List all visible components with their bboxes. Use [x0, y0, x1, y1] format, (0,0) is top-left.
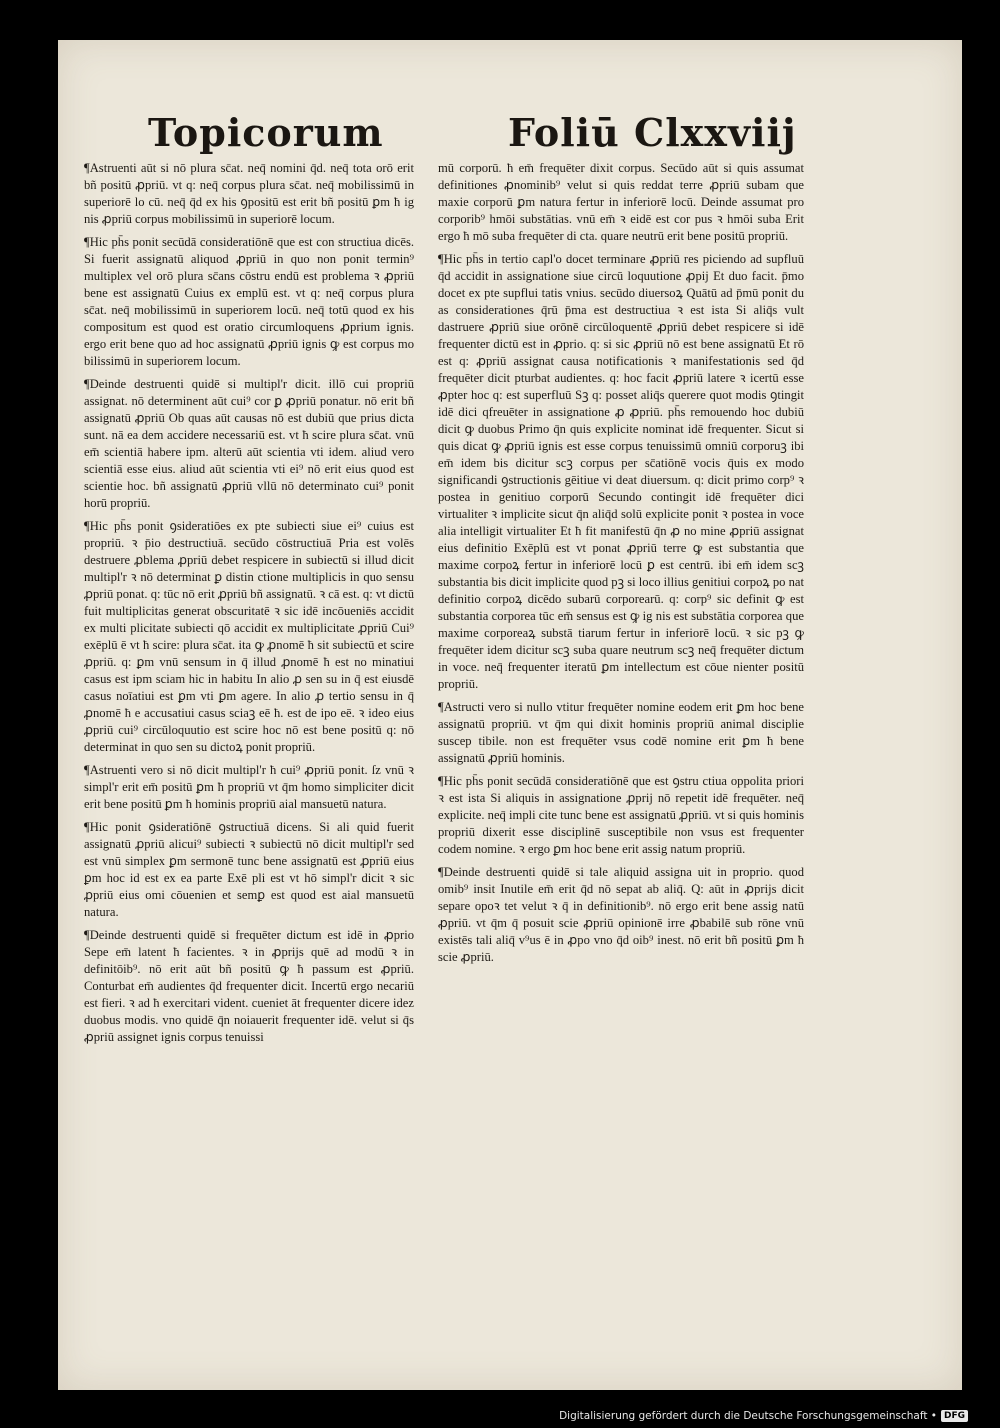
paragraph: ¶Hic ph̄s ponit secūdā consideratiōnē que est con structiua dicēs. Si fuerit assignatū aliquod ꝓpriū in quo non ponit termin⁹ multiplex vel orō plura sc̄ans cōstru endū est problema ꝛ ꝓpriū bene est assignatū Cuius ex emplū est. vt q: neq̄ corpus plura sc̄at. neq̄ mobilissimū in superiorem locū. neq̄ totū quod ex his compositum est quod est oratio circumloquens ꝓprium ignis. ergo erit bene quo ad hoc assignatū ꝓpriū ignis ꝙ est corpus mo bilissimū in superiorem locum.	[84, 235, 414, 368]
running-head-left: Topicorum	[148, 110, 384, 155]
paragraph: ¶Deinde destruenti quidē si frequēter dictum est idē in ꝓprio Sepe em̄ latent ħ facientes. ꝛ in ꝓprijs quē ad modū ꝛ in definitōib⁹. nō erit aūt bñ positū ꝙ ħ passum est ꝓpriū. Conturbat em̄ audientes q̄d frequenter dicit. Incertū ergo necariū est fieri. ꝛ ad ħ exercitari vident. cueniet āt frequenter dicere idez duobus modis. vno quidē q̄n noiauerit frequenter idē. velut si q̄s ꝓpriū assignet ignis corpus tenuissi	[84, 928, 414, 1044]
digitization-credit	[559, 1410, 968, 1422]
paragraph: ¶Hic ph̄s in tertio capl'o docet terminare ꝓpriū res piciendo ad supfluū q̄d accidit in assignatione siue circū loquutione ꝓpij Et duo facit. p̄mo docet ex pte supflui tatis vnius. secūdo diuersoꝝ Quātū ad p̄mū ponit du as considerationes q̄rū p̄ma est destructiua ꝛ est ista Si aliq̄s vult dastruere ꝓpriū siue orōnē circūloquentē ꝓpriū debet respicere si idē frequenter dictū est in ꝓprio. q: si sic ꝓpriū nō est bene assignatū Et rō est q: ꝓpriū assignat causa notificationis ꝛ manifestationis sed q̄d frequēter dicit pturbat audientes. q: hoc facit ꝓpriū latere ꝛ icertū esse ꝓpter hoc q: est superfluū Sꝫ q: posset aliq̄s querere quot modis ꝯtingit idē dici qfreuēter in assignatione ꝓ ꝓpriū. ph̄s remouendo hoc dubiū dicit ꝙ duobus Primo q̄n quis explicite nominat idē frequenter. Sicut si quis dicat ꝙ ꝓpriū ignis est esse corpus tenuissimū omniū corporuꝫ ibi em̄ idem bis dicitur scꝫ corpus per sc̄atiōnē vocis q̄uis ex modo significandi ꝯstructionis gēitiue vi deat diuersum. q: dicit primo corp⁹ ꝛ postea in genitiuo corporū Secundo contingit idē frequēter dici virtualiter ꝛ implicite sicut q̄n aliq̄d solū explicite ponit ꝛ postea in voce alia intelligit virtualiter Et ħ fit manifestū q̄n ꝓ no mine ꝓpriū assignat eius definitio Exēplū est vt ponat ꝓpriū terre ꝙ est substantia que maxime corpoꝝ fertur in inferiorē locū ꝑ est centrū. ibi em̄ idem scꝫ substantia bis dicit implicite quod pꝫ si loco illius genitiui corpoꝝ po nat definitio corpoꝝ dicēdo subarū corporearū. q: corp⁹ sic definit ꝙ est substantia corporea tūc em̄ sensus est ꝙ ig nis est substātia corporea que maxime corporeaꝝ substā tiarum fertur in inferiorē locū. ꝛ sic pꝫ ꝙ frequēter idem dicitur scꝫ suba quare neutrum scꝫ neq̄ frequēter dictum in voce. neq̄ frequenter iteratū ꝑm intellectum est cōue nienter positū propriū.	[438, 252, 804, 691]
paragraph: mū corporū. ħ em̄ frequēter dixit corpus. Secūdo aūt si quis assumat definitiones ꝓnominib⁹ velut si quis reddat terre ꝓpriū subam que maxie corporū ꝑm natura fertur in inferiorē locū. Deinde assumat pro corporib⁹ hmōi substātias. vnū em̄ ꝛ eidē est cor pus ꝛ hmōi suba Erit ergo ħ mō suba frequēter di cta. quare neutrū erit bene positū propriū.	[438, 161, 804, 243]
paragraph: ¶Hic ponit ꝯsideratiōnē ꝯstructiuā dicens. Si ali quid fuerit assignatū ꝓpriū alicui⁹ subiecti ꝛ subiectū nō dicit multipl'r sed est vnū simplex ꝑm sermonē tunc bene assignatū est ꝓpriū eius ꝑm hoc id est ex ea parte Exē pli est vt hō simpl'r dicit ꝛ sic ꝓpriū eius omi cōuenien et semꝑ est quod est aial mansuetū natura.	[84, 820, 414, 919]
running-head-right: Foliū Clxxviij	[508, 110, 797, 155]
footer-text: Digitalisierung gefördert durch die Deutsche Forschungsgemeinschaft •	[559, 1410, 937, 1422]
paragraph: ¶Astruenti aūt si nō plura sc̄at. neq̄ nomini q̄d. neq̄ tota orō erit bñ positū ꝓpriū. vt q: neq̄ corpus plura sc̄at. neq̄ mobilissimū in superiorē lo cū. neq̄ q̄d ex his ꝯpositū est erit bñ positū ꝑm ħ ig nis ꝓpriū corpus mobilissimū in superiorē locum.	[84, 161, 414, 226]
paragraph: ¶Deinde destruenti quidē si multipl'r dicit. illō cui propriū assignat. nō determinent aūt cui⁹ cor ꝑ ꝓpriū ponatur. nō erit bñ assignatū ꝓpriū Ob quas aūt causas nō est dubiū que prius dicta sunt. nā ea dem accidere necessariū est. vt ħ scire plura sc̄at. vnū em̄ scientiā habere ipm. alterū aūt scientia vti idem. aliud vero scientiā esse eius. aliud aūt scientia vti ei⁹ nō erit eius quod est scientie hoc. bñ assignatū ꝓpriū vllū nō determinato cui⁹ ponit horū propriū.	[84, 377, 414, 510]
book-page	[58, 40, 962, 1390]
paragraph: ¶Astruenti vero si nō dicit multipl'r ħ cui⁹ ꝓpriū ponit. ſz vnū ꝛ simpl'r erit em̄ positū ꝑm ħ propriū vt q̄m homo simpliciter dicit erit bene positū ꝑm ħ hominis propriū aial mansuetū natura.	[84, 763, 414, 811]
dfg-logo[interactable]: DFG	[941, 1410, 968, 1422]
paragraph: ¶Hic ph̄s ponit ꝯsideratiōes ex pte subiecti siue ei⁹ cuius est propriū. ꝛ p̄io destructiuā. secūdo cōstructiuā Pria est volēs destruere ꝓblema ꝓpriū debet respicere in subiectū si illud dicit multipl'r ꝛ nō determinat ꝑ distin ctione multiplicis in quo sensu ꝓpriū ponat. q: tūc nō erit ꝓpriū bñ assignatū. ꝛ cā est. q: vt dictū fuit multiplicitas generat obscuritatē ꝛ sic idē incōueniēs accidit ex multi plicitate subiecti qō accidit ex multiplicitate ꝓpriū Cui⁹ exēplū ē vt ħ scire: plura sc̄at. ita ꝙ ꝓnomē ħ sit subiectū et scire ꝓpriū. q: ꝑm vnū sensum in q̄ illud ꝓnomē ħ est no minatiui casus est ipm sciam hic in habitu In alio ꝓ sen su in q̄ est eiusdē casus noīatiui est ꝑm vti ꝑm agere. In alio ꝓ tertio sensu in q̄ ꝓnomē ħ e accusatiui casus sciaꝫ eē ħ. est de ipo eē. ꝛ ideo eius ꝓpriū cui⁹ circūloquutio est scire hoc nō est bene positū q: nō determinat in quo sen su dictoꝝ ponit propriū.	[84, 519, 414, 754]
right-text-column	[438, 160, 804, 972]
paragraph: ¶Hic ph̄s ponit secūdā consideratiōnē que est ꝯstru ctiua oppolita priori ꝛ est ista Si aliquis in assignatione ꝓprij nō repetit idē frequēter. neq̄ explicite. neq̄ impli cite tunc bene est assignatū ꝓpriū. vt si quis hominis propriū dixerit esse disciplinē susceptibile non vsus est frequenter codem nomine. ꝛ ergo ꝑm hoc bene erit assig natum propriū.	[438, 774, 804, 856]
paragraph: ¶Deinde destruenti quidē si tale aliquid assigna uit in proprio. quod omib⁹ insit Inutile em̄ erit q̄d nō sepat ab aliq̄. Q: aūt in ꝓprijs dicit separe opoꝛ tet velut ꝛ q̄ in definitionib⁹. nō ergo erit bene assig natū ꝓpriū. vt q̄m q̄ posuit scie ꝓpriū opinionē irre ꝓbabilē sub rōne vnū existēs tali aliq̄ v⁹us ē in ꝓpo vno q̄d oib⁹ inest. nō erit bñ positū ꝑm ħ scie ꝓpriū.	[438, 865, 804, 964]
paragraph: ¶Astructi vero si nullo vtitur frequēter nomine eodem erit ꝑm hoc bene assignatū propriū. vt q̄m qui dixit hominis propriū animal disciplie suscep tibile. non est frequēter vsus codē nomine erit ꝑm ħ bene assignatū ꝓpriū hominis.	[438, 700, 804, 765]
left-text-column	[84, 160, 414, 1052]
